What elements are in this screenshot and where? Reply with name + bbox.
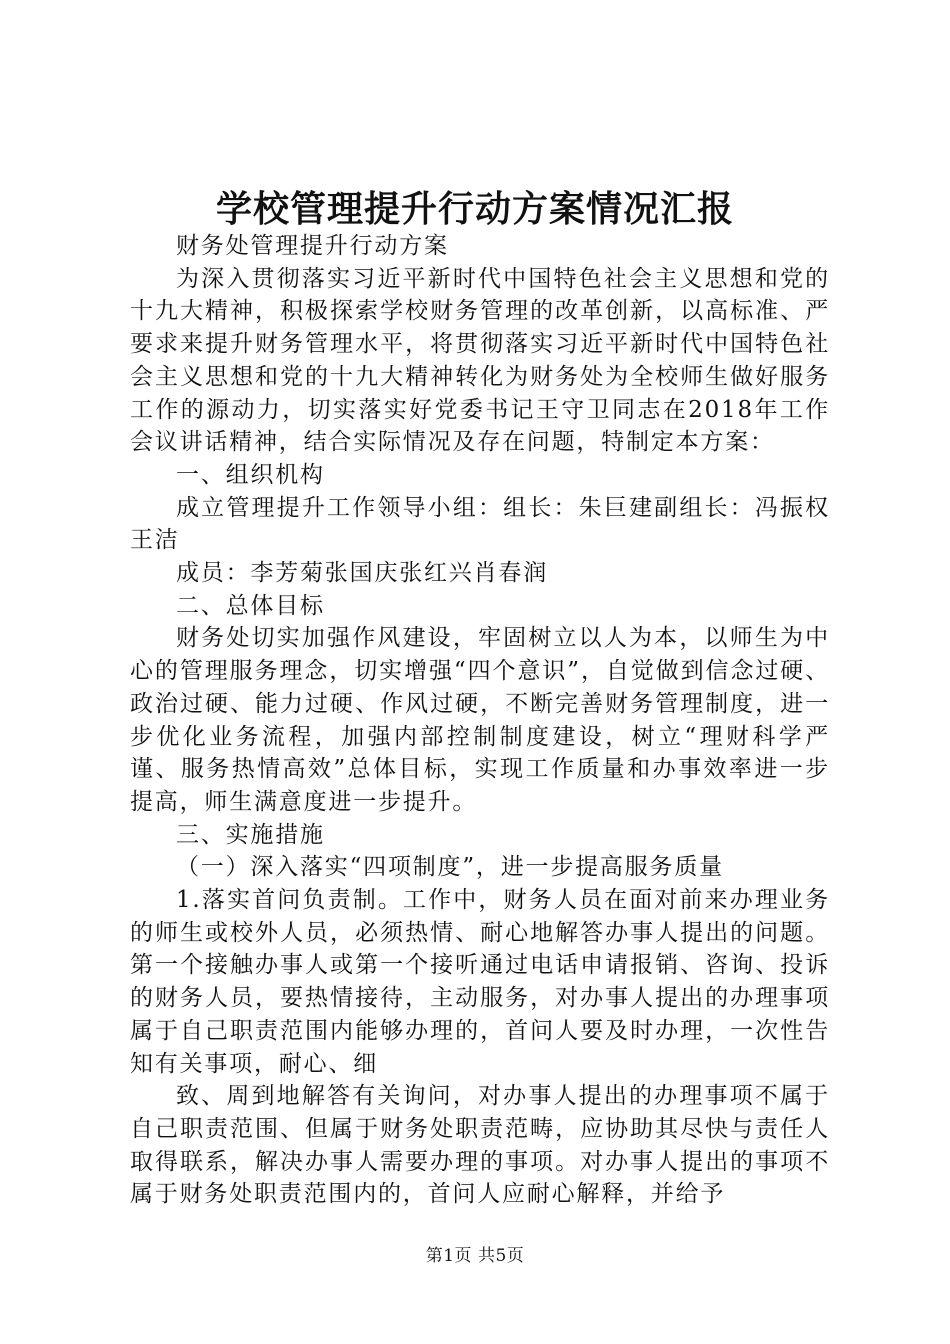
document-body <box>130 230 830 1211</box>
members-paragraph: 成员：李芳菊张国庆张红兴肖春润 <box>176 560 548 587</box>
document-title: 学校管理提升行动方案情况汇报 <box>215 188 734 230</box>
page-number-footer: 第1页 共5页 <box>425 1246 525 1266</box>
section-heading-organization: 一、组织机构 <box>176 461 325 488</box>
subsection-heading: （一）深入落实“四项制度”，进一步提高服务质量 <box>176 854 724 881</box>
first-inquiry-paragraph: 1.落实首问负责制。工作中，财务人员在面对前来办理业务的师生或校外人员，必须热情、耐心地解答办事人提出的问题。第一个接触办事人或第一个接听通过电话申请报销、咨询、投诉的财务人员，要热情接待，主动服务，对办事人提出的办理事项属于自己职责范围内能够办理的，首问人要及时办理，一次性告知有关事项，耐心、细 <box>130 887 830 1077</box>
section-heading-measures: 三、实施措施 <box>176 821 325 848</box>
subtitle-paragraph: 财务处管理提升行动方案 <box>176 233 449 259</box>
intro-paragraph: 为深入贯彻落实习近平新时代中国特色社会主义思想和党的十九大精神，积极探索学校财务管理的改革创新，以高标准、严要求来提升财务管理水平，将贯彻落实习近平新时代中国特色社会主义思想和党的十九大精神转化为财务处为全校师生做好服务工作的源动力，切实落实好党委书记王守卫同志在2018年工作会议讲话精神，结合实际情况及存在问题，特制定本方案： <box>130 265 830 456</box>
continuation-paragraph: 致、周到地解答有关询问，对办事人提出的办理事项不属于自己职责范围、但属于财务处职责范畴，应协助其尽快与责任人取得联系，解决办事人需要办理的事项。对办事人提出的事项不属于财务处职责范围内的，首问人应耐心解释，并给予 <box>130 1083 830 1208</box>
leadership-group-paragraph: 成立管理提升工作领导小组：组长：朱巨建副组长：冯振权王洁 <box>130 494 830 554</box>
section-heading-goals: 二、总体目标 <box>176 592 325 619</box>
goals-paragraph: 财务处切实加强作风建设，牢固树立以人为本，以师生为中心的管理服务理念，切实增强“四个意识”，自觉做到信念过硬、政治过硬、能力过硬、作风过硬，不断完善财务管理制度，进一步优化业务流程，加强内部控制制度建设，树立“理财科学严谨、服务热情高效”总体目标，实现工作质量和办事效率进一步提高，师生满意度进一步提升。 <box>130 625 830 815</box>
